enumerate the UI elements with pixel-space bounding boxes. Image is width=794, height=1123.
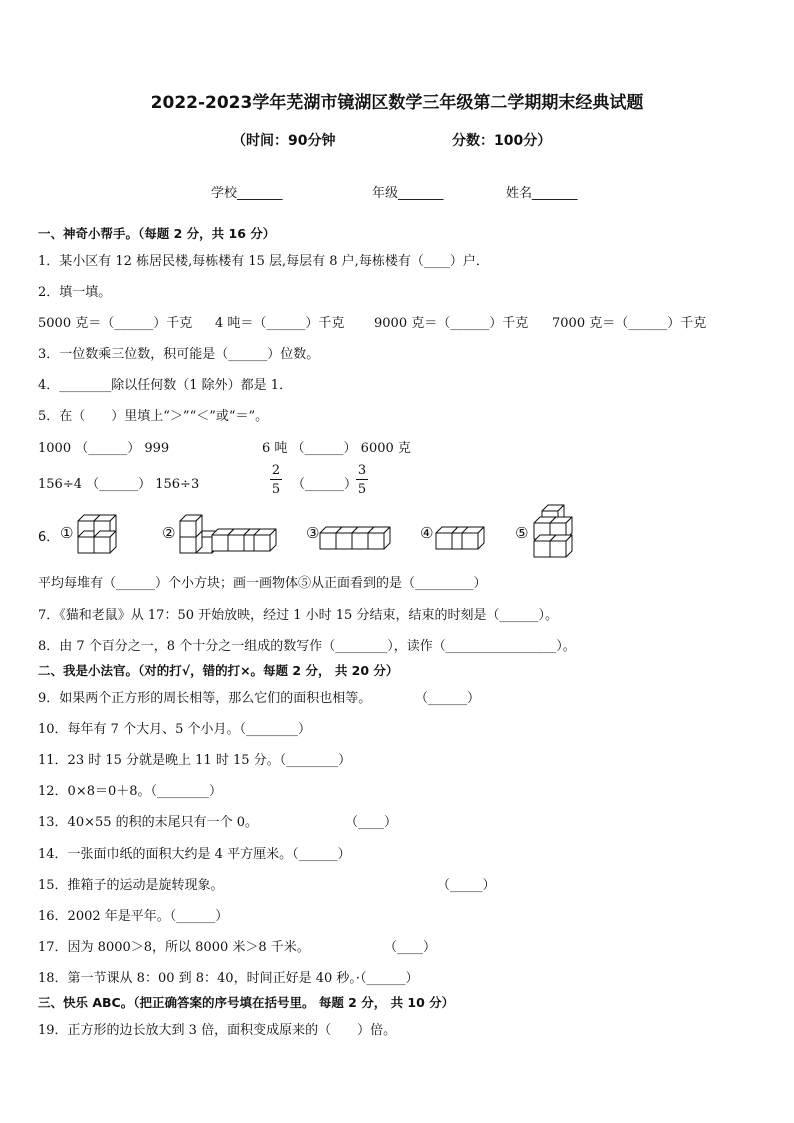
judge-question-16: 16．2002 年是平年。（______）	[38, 909, 229, 924]
q5-item-b: 6 吨 （______） 6000 克	[262, 441, 411, 456]
question-5: 5．在（ ）里填上“＞”“＜”或“＝”。	[38, 409, 269, 424]
judge-blank-9: （______）	[415, 691, 481, 706]
q5-item-a: 1000 （______） 999	[38, 441, 170, 456]
question-4: 4．________除以任何数（1 除外）都是 1．	[38, 378, 293, 393]
school-field: 学校_______	[211, 186, 283, 201]
question-8: 8．由 7 个百分之一，8 个十分之一组成的数写作（________），读作（_________________）。	[38, 639, 576, 654]
page-title: 2022-2023学年芜湖市镜湖区数学三年级第二学期期末经典试题	[150, 93, 644, 113]
figure-label-4: ④	[420, 524, 434, 542]
question-1: 1．某小区有 12 栋居民楼,每栋楼有 15 层,每层有 8 户,每栋楼有（____）户．	[38, 254, 489, 269]
figure-label-1: ①	[60, 524, 74, 542]
exam-score: 分数：100分）	[452, 133, 552, 149]
figure4-cube	[462, 527, 484, 549]
fraction-numerator: 2	[271, 463, 281, 478]
section-3-heading: 三、快乐 ABC。（把正确答案的序号填在括号里。 每题 2 分， 共 10 分）	[38, 995, 455, 1010]
figure2-cube	[180, 515, 202, 537]
fraction-denominator: 5	[357, 482, 367, 497]
judge-question-9: 9．如果两个正方形的周长相等，那么它们的面积也相等。	[38, 691, 372, 706]
q5-item-d-blank: （______）	[292, 477, 358, 492]
figure3-cube	[368, 527, 390, 549]
figure-label-2: ②	[162, 524, 176, 542]
judge-blank-13: （____）	[345, 815, 398, 830]
q2-item-1: 5000 克＝（______）千克	[38, 316, 193, 331]
judge-blank-15: （_____）	[437, 878, 496, 893]
judge-question-15: 15．推箱子的运动是旋转现象。	[38, 878, 224, 893]
section-1-heading: 一、神奇小帮手。（每题 2 分，共 16 分）	[38, 226, 276, 241]
judge-question-17: 17．因为 8000＞8，所以 8000 米＞8 千米。	[38, 940, 310, 955]
grade-field: 年级_______	[372, 186, 444, 201]
question-2: 2．填一填。	[38, 285, 112, 300]
figure5-cube	[550, 535, 572, 557]
judge-question-13: 13．40×55 的积的末尾只有一个 0。	[38, 815, 259, 830]
fraction-denominator: 5	[271, 482, 281, 497]
judge-question-12: 12．0×8＝0＋8。（________）	[38, 784, 223, 799]
q5-item-c: 156÷4 （______） 156÷3	[38, 477, 200, 492]
judge-question-18: 18．第一节课从 8：00 到 8：40，时间正好是 40 秒。·（______）	[38, 971, 419, 986]
question-3: 3．一位数乘三位数，积可能是（______）位数。	[38, 347, 320, 362]
q6-prefix: 6．	[38, 530, 60, 545]
judge-question-10: 10．每年有 7 个大月、5 个小月。（________）	[38, 722, 311, 737]
q2-item-3: 9000 克＝（______）千克	[374, 316, 529, 331]
name-field: 姓名_______	[506, 186, 578, 201]
figure-label-3: ③	[306, 524, 320, 542]
judge-question-14: 14．一张面巾纸的面积大约是 4 平方厘米。（______）	[38, 847, 351, 862]
question-6-text: 平均每堆有（______）个小方块；画一画物体⑤从正面看到的是（_________）	[38, 576, 487, 591]
exam-time: （时间：90分钟	[232, 133, 336, 149]
figure2-cube	[254, 529, 276, 551]
figure-label-5: ⑤	[515, 524, 529, 542]
q2-item-4: 7000 克＝（______）千克	[552, 316, 707, 331]
question-7: 7．《猫和老鼠》从 17：50 开始放映，经过 1 小时 15 分结束，结束的时刻是（______）。	[38, 608, 558, 623]
judge-blank-17: （____）	[384, 940, 437, 955]
q2-item-2: 4 吨＝（______）千克	[215, 316, 345, 331]
judge-question-11: 11．23 时 15 分就是晚上 11 时 15 分。（________）	[38, 753, 352, 768]
fraction-numerator: 3	[357, 463, 367, 478]
question-19: 19．正方形的边长放大到 3 倍，面积变成原来的（ ）倍。	[38, 1023, 397, 1038]
figure1-cube	[94, 531, 116, 553]
section-2-heading: 二、我是小法官。（对的打√，错的打×。每题 2 分， 共 20 分）	[38, 663, 399, 678]
